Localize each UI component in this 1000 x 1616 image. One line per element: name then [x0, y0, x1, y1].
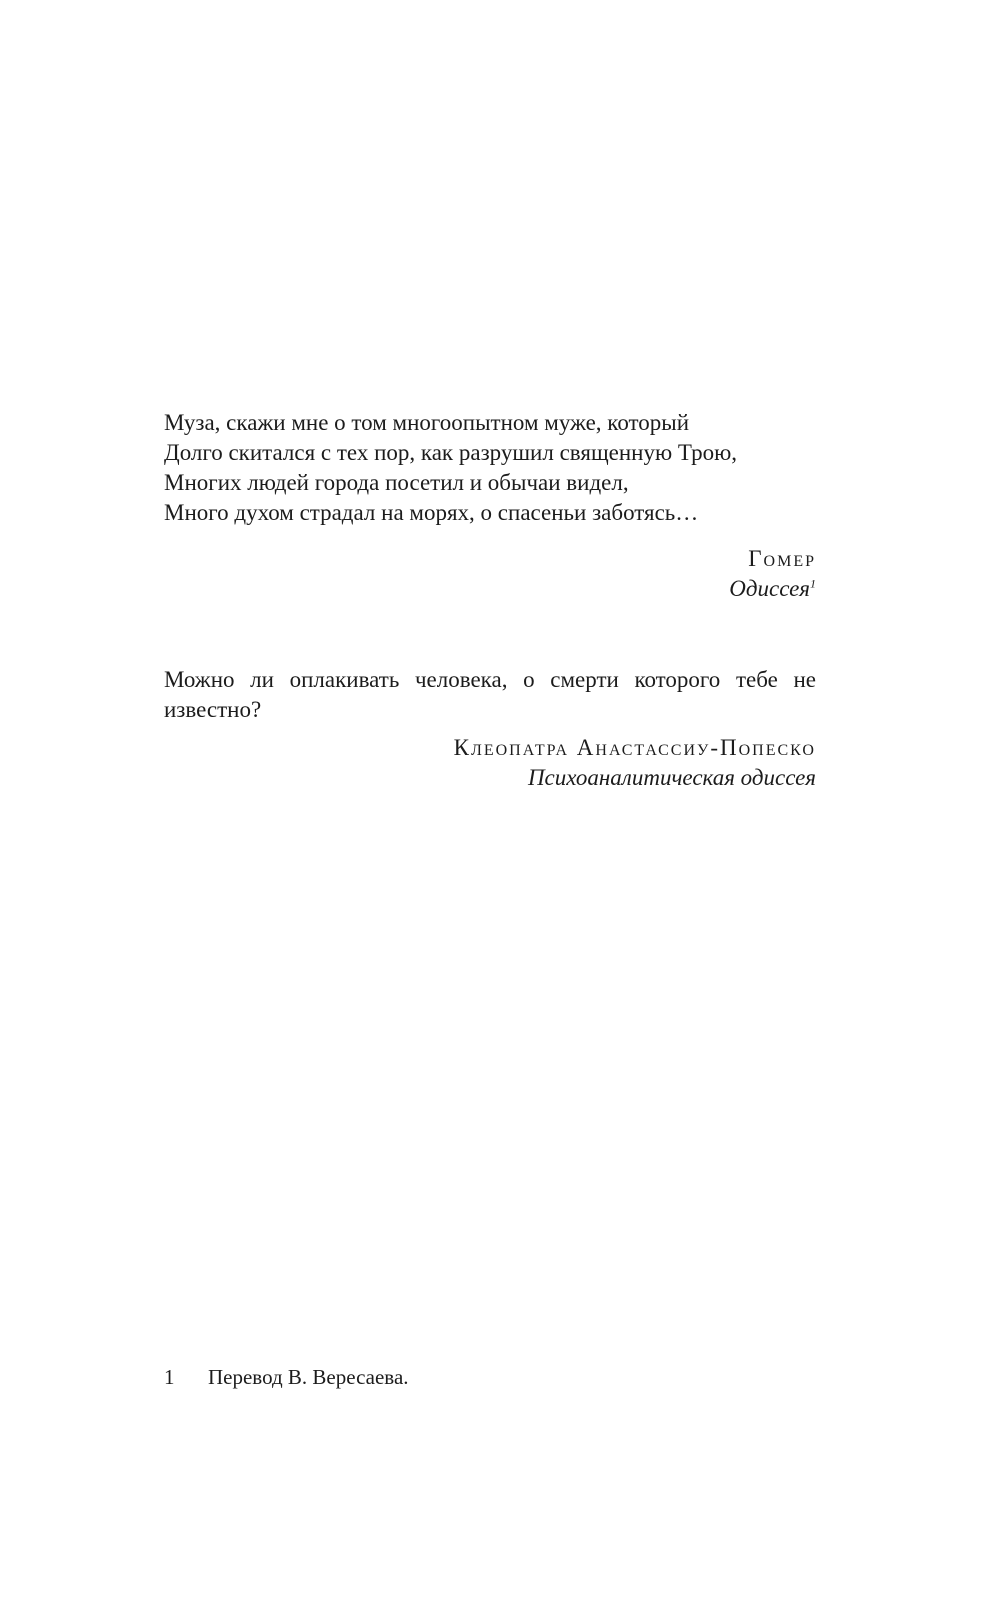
epigraph-work-name: Одиссея: [729, 576, 810, 601]
epigraph-attribution: [164, 733, 816, 793]
epigraph-author: Гомер: [748, 546, 816, 571]
epigraph-quote: Можно ли оплакивать человека, о смерти которого тебе не известно?: [164, 667, 816, 722]
epigraph-work-title: Психоаналитическая одиссея: [527, 765, 816, 790]
epigraph-popesco: [164, 665, 816, 793]
verse-line: Многих людей города посетил и обычаи видел,: [164, 470, 629, 495]
epigraph-author: Клеопатра Анастассиу-Попеско: [453, 735, 816, 760]
epigraph-homer: [164, 408, 816, 604]
footnote-text: Перевод В. Вересаева.: [208, 1365, 409, 1389]
epigraph-attribution: [164, 544, 816, 604]
epigraph-work-title: [164, 574, 816, 604]
footnote: [164, 1363, 409, 1391]
verse-line: Муза, скажи мне о том многоопытном муже, который: [164, 410, 690, 435]
footnote-number: 1: [164, 1365, 175, 1389]
verse-line: Долго скитался с тех пор, как разрушил священную Трою,: [164, 440, 738, 465]
verse-line: Много духом страдал на морях, о спасеньи заботясь…: [164, 500, 699, 525]
footnote-reference[interactable]: 1: [810, 576, 816, 591]
